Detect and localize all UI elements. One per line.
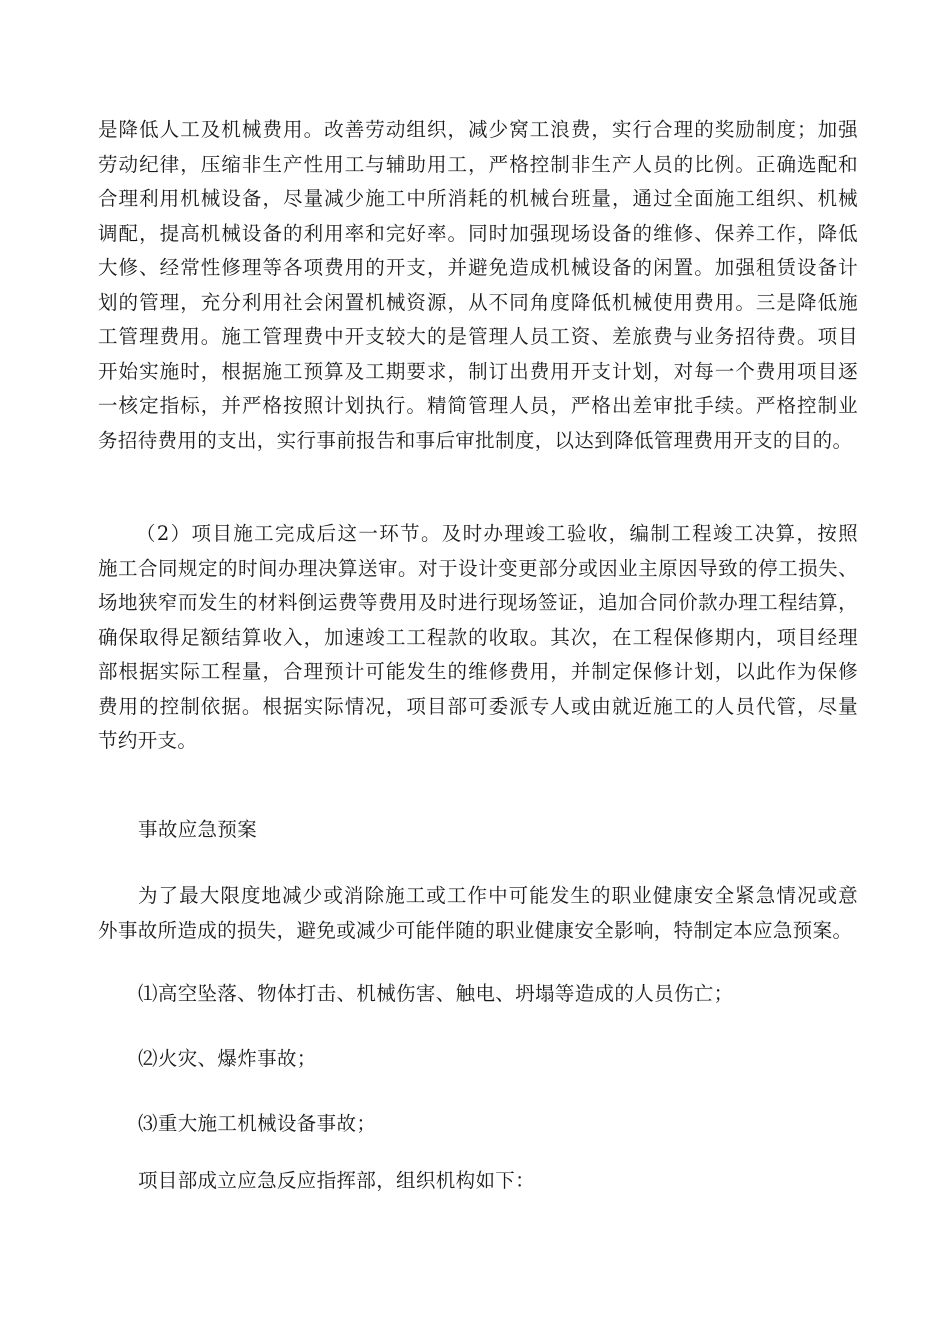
- text-line: 大修、经常性修理等各项费用的开支，并避免造成机械设备的闲置。加强租赁设备计: [98, 256, 858, 279]
- text-line: 施工合同规定的时间办理决算送审。对于设计变更部分或因业主原因导致的停工损失、: [98, 556, 858, 580]
- paragraph-emergency-purpose: [98, 879, 858, 948]
- paragraph-project-completion: [98, 517, 858, 759]
- text-line: 工管理费用。施工管理费中开支较大的是管理人员工资、差旅费与业务招待费。项目: [98, 325, 858, 348]
- text-line: 外事故所造成的损失，避免或减少可能伴随的职业健康安全影响，特制定本应急预案。: [98, 918, 853, 942]
- text-line: 场地狭窄而发生的材料倒运费等费用及时进行现场签证，追加合同价款办理工程结算，: [98, 591, 858, 614]
- text-line: 节约开支。: [98, 729, 198, 752]
- text-line: 调配，提高机械设备的利用率和完好率。同时加强现场设备的维修、保养工作，降低: [98, 221, 858, 245]
- text-line: 务招待费用的支出，实行事前报告和事后审批制度，以达到降低管理费用开支的目的。: [98, 428, 853, 452]
- list-item: ⑵火灾、爆炸事故；: [138, 1047, 317, 1070]
- text-line: 费用的控制依据。根据实际情况，项目部可委派专人或由就近施工的人员代管，尽量: [98, 694, 858, 718]
- text-line: 部根据实际工程量，合理预计可能发生的维修费用，并制定保修计划，以此作为保修: [98, 660, 858, 683]
- text-line: 一核定指标，并严格按照计划执行。精简管理人员，严格出差审批手续。严格控制业: [98, 394, 858, 417]
- text-line: 为了最大限度地减少或消除施工或工作中可能发生的职业健康安全紧急情况或意: [138, 884, 858, 907]
- closing-text: 项目部成立应急反应指挥部，组织机构如下：: [138, 1169, 536, 1192]
- section-heading: 事故应急预案: [138, 818, 258, 841]
- text-line: 劳动纪律，压缩非生产性用工与辅助用工，严格控制非生产人员的比例。正确选配和: [98, 152, 858, 176]
- text-line: 划的管理，充分利用社会闲置机械资源，从不同角度降低机械使用费用。三是降低施: [98, 290, 858, 314]
- paragraph-cost-reduction: [98, 113, 858, 458]
- text-line: 开始实施时，根据施工预算及工期要求，制订出费用开支计划，对每一个费用项目逐: [98, 359, 858, 383]
- text-line: （2）项目施工完成后这一环节。及时办理竣工验收，编制工程竣工决算，按照: [136, 522, 858, 545]
- list-item: ⑶重大施工机械设备事故；: [138, 1112, 377, 1135]
- text-line: 确保取得足额结算收入，加速竣工工程款的收取。其次，在工程保修期内，项目经理: [98, 625, 858, 649]
- list-item: ⑴高空坠落、物体打击、机械伤害、触电、坍塌等造成的人员伤亡；: [138, 982, 734, 1005]
- text-line: 合理利用机械设备，尽量减少施工中所消耗的机械台班量，通过全面施工组织、机械: [98, 187, 858, 210]
- text-line: 是降低人工及机械费用。改善劳动组织，减少窝工浪费，实行合理的奖励制度；加强: [98, 118, 858, 141]
